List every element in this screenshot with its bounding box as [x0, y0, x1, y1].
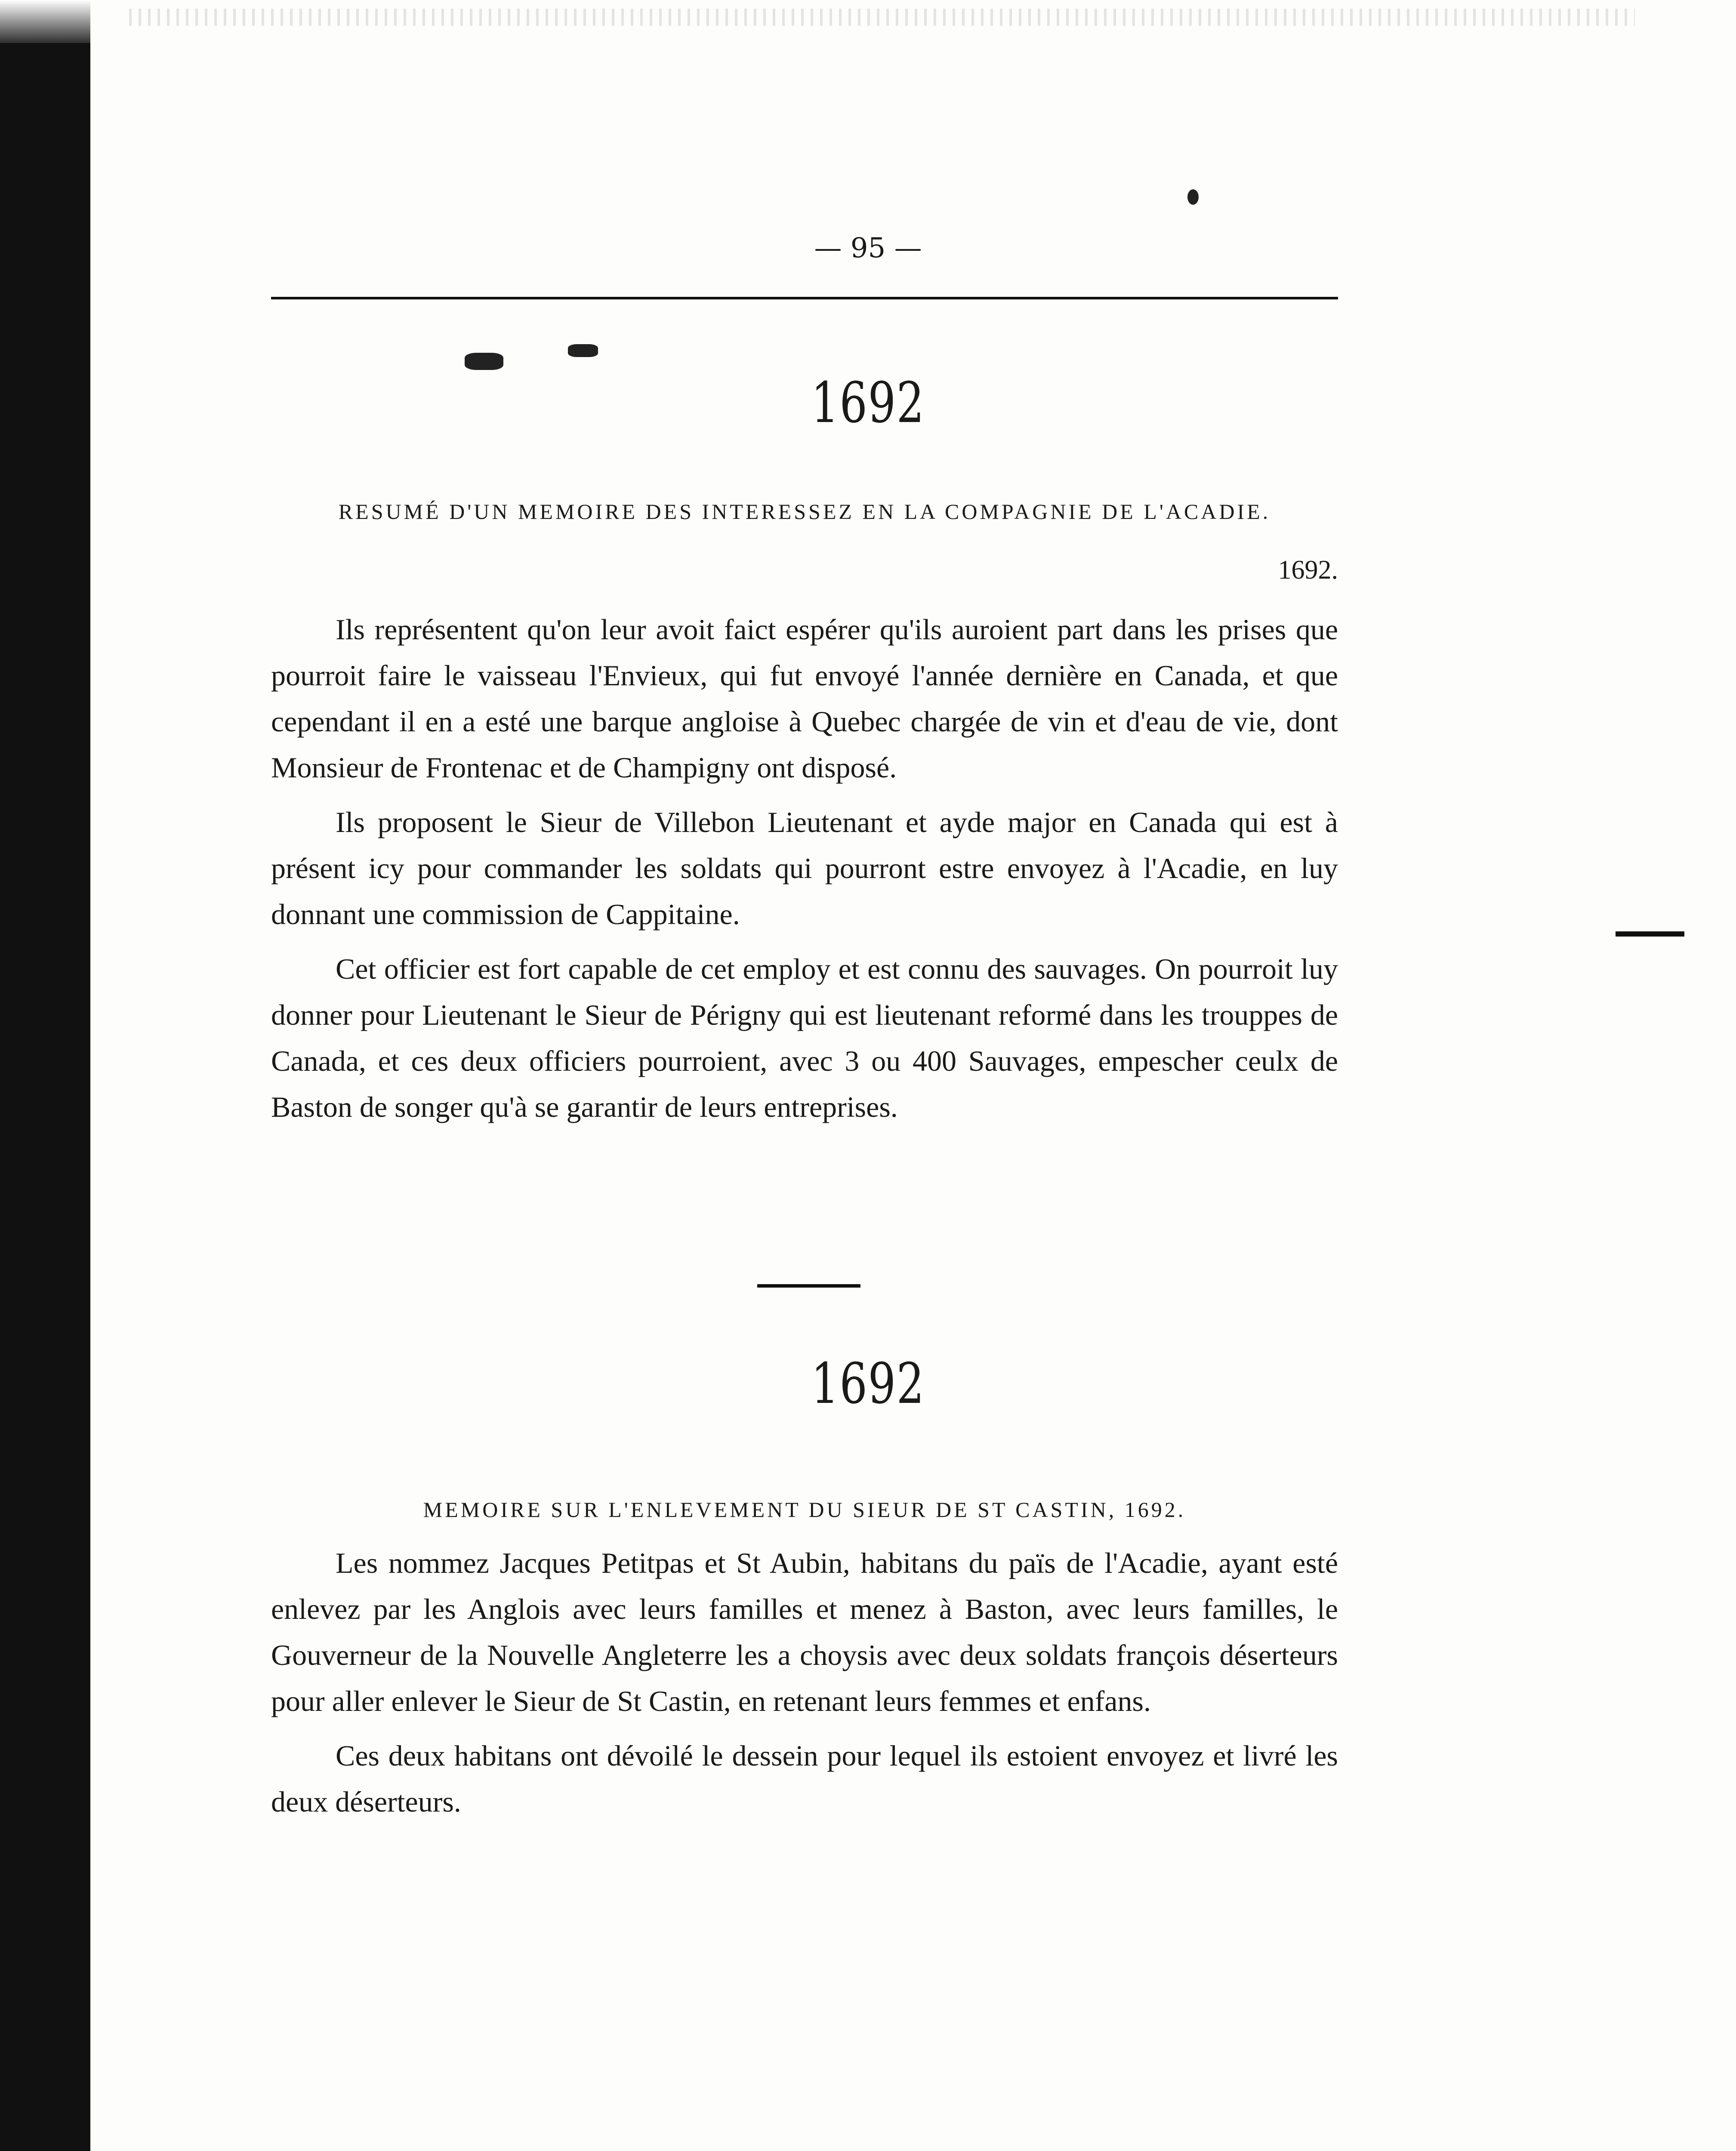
margin-mark: [1616, 931, 1684, 937]
binding-edge-shadow: [0, 43, 90, 2151]
section-year-heading: 1692: [811, 370, 925, 435]
scan-noise: [129, 9, 1635, 26]
page-number: — 95 —: [814, 232, 922, 264]
section-title: RESUMÉ D'UN MEMOIRE DES INTERESSEZ EN LA COMPAGNIE DE L'ACADIE.: [338, 499, 1271, 524]
paragraph: Ils proposent le Sieur de Villebon Lieutenant et ayde major en Canada qui est à présent icy pour commander les soldats qui pourront estre envoyez à l'Acadie, en luy donnant une commission de Cappitaine.: [271, 806, 1338, 931]
paragraph: Cet officier est fort capable de cet employ et est connu des sauvages. On pourroit luy donner pour Lieutenant le Sieur de Périgny qui est lieutenant reformé dans les trouppes de Canada, et ces deux officiers pourroient, avec 3 ou 400 Sauvages, empescher ceulx de Baston de songer qu'à se garantir de leurs entreprises.: [271, 952, 1338, 1123]
ink-speck: [1187, 189, 1199, 205]
paragraph: Les nommez Jacques Petitpas et St Aubin, habitans du païs de l'Acadie, ayant esté enlevez par les Anglois avec leurs familles et menez à Baston, avec leurs familles, le Gouverneur de la Nouvelle Angleterre les a choysis avec deux soldats françois déserteurs pour aller enlever le Sieur de St Castin, en retenant leurs femmes et enfans.: [271, 1547, 1338, 1717]
paragraph: Ces deux habitans ont dévoilé le dessein pour lequel ils estoient envoyez et livré les deux déserteurs.: [271, 1739, 1338, 1818]
ink-blot: [568, 344, 598, 357]
section-body: [271, 607, 1338, 1139]
section-body: [271, 1540, 1338, 1834]
ink-blot: [465, 353, 503, 370]
section-divider: [757, 1284, 860, 1288]
scan-shadow-top: [0, 0, 90, 47]
section-title: MEMOIRE SUR L'ENLEVEMENT DU SIEUR DE ST CASTIN, 1692.: [423, 1498, 1186, 1522]
paragraph: Ils représentent qu'on leur avoit faict espérer qu'ils auroient part dans les prises que pourroit faire le vaisseau l'Envieux, qui fut envoyé l'année dernière en Canada, et que cependant il en a esté une barque angloise à Quebec chargée de vin et d'eau de vie, dont Monsieur de Frontenac et de Champigny ont disposé.: [271, 613, 1338, 784]
section-year-heading: 1692: [811, 1351, 925, 1416]
header-rule: [271, 297, 1338, 299]
document-date: 1692.: [1278, 555, 1338, 585]
